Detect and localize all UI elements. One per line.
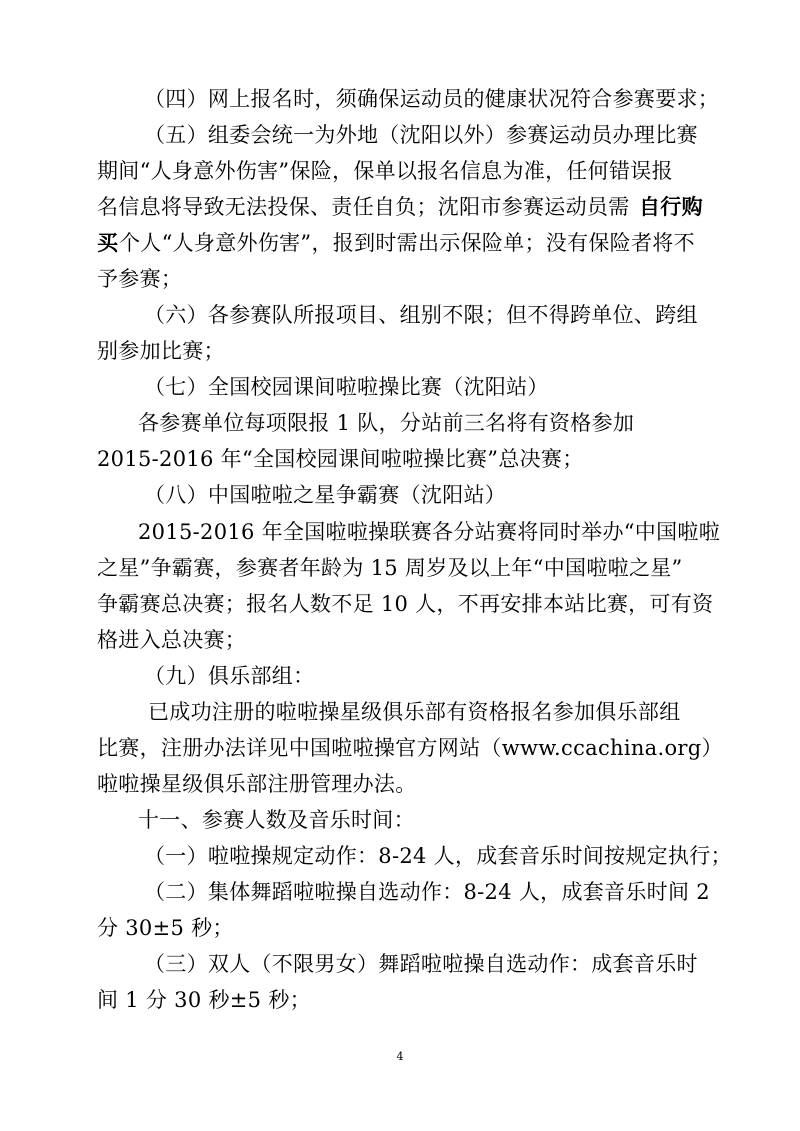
paragraph-line: （八）中国啦啦之星争霸赛（沈阳站） xyxy=(144,483,507,508)
paragraph-line: （三）双人（不限男女）舞蹈啦啦操自选动作：成套音乐时 xyxy=(144,952,698,976)
paragraph-line: 期间“人身意外伤害”保险，保单以报名信息为准，任何错误报 xyxy=(97,159,673,184)
paragraph-line: 分 30±5 秒； xyxy=(97,915,234,940)
bold-emphasis: 买 xyxy=(97,230,119,256)
paragraph-line: 2015-2016 年“全国校园课间啦啦操比赛”总决赛； xyxy=(97,447,584,472)
paragraph-line: 间 1 分 30 秒±5 秒； xyxy=(97,988,311,1012)
paragraph-line: 已成功注册的啦啦操星级俱乐部有资格报名参加俱乐部组 xyxy=(148,699,681,724)
paragraph-line: （四）网上报名时，须确保运动员的健康状况符合参赛要求； xyxy=(144,87,720,111)
paragraph-line: 别参加比赛； xyxy=(97,339,225,364)
paragraph-line: 啦啦操星级俱乐部注册管理办法。 xyxy=(97,771,417,796)
paragraph-line: 名信息将导致无法投保、责任自负；沈阳市参赛运动员需 xyxy=(97,195,630,220)
paragraph-line: （二）集体舞蹈啦啦操自选动作：8-24 人，成套音乐时间 2 xyxy=(144,879,710,904)
paragraph-line: 之星”争霸赛，参赛者年龄为 15 周岁及以上年“中国啦啦之星” xyxy=(97,555,683,580)
paragraph-line: （一）啦啦操规定动作：8-24 人，成套音乐时间按规定执行； xyxy=(144,843,732,868)
paragraph-line: （七）全国校园课间啦啦操比赛（沈阳站） xyxy=(144,375,549,400)
paragraph-line: （六）各参赛队所报项目、组别不限；但不得跨单位、跨组 xyxy=(144,303,698,328)
paragraph-line: 2015-2016 年全国啦啦操联赛各分站赛将同时举办“中国啦啦 xyxy=(138,519,720,544)
paragraph-line: （九）俱乐部组： xyxy=(144,663,315,688)
bold-emphasis: 自行购 xyxy=(639,194,703,220)
paragraph-line: 格进入总决赛； xyxy=(97,627,247,652)
paragraph-line: 争霸赛总决赛；报名人数不足 10 人，不再安排本站比赛，可有资 xyxy=(97,591,714,616)
paragraph-line: 予参赛； xyxy=(97,267,183,292)
paragraph-line: 个人“人身意外伤害”，报到时需出示保险单；没有保险者将不 xyxy=(119,231,695,256)
paragraph-line: 十一、参赛人数及音乐时间： xyxy=(138,807,415,832)
page-number: 4 xyxy=(396,1050,404,1063)
paragraph-line: 各参赛单位每项限报 1 队，分站前三名将有资格参加 xyxy=(138,411,635,436)
paragraph-line: （五）组委会统一为外地（沈阳以外）参赛运动员办理比赛 xyxy=(144,123,698,147)
paragraph-line: 比赛，注册办法详见中国啦啦操官方网站（www.ccachina.org） xyxy=(97,735,723,760)
